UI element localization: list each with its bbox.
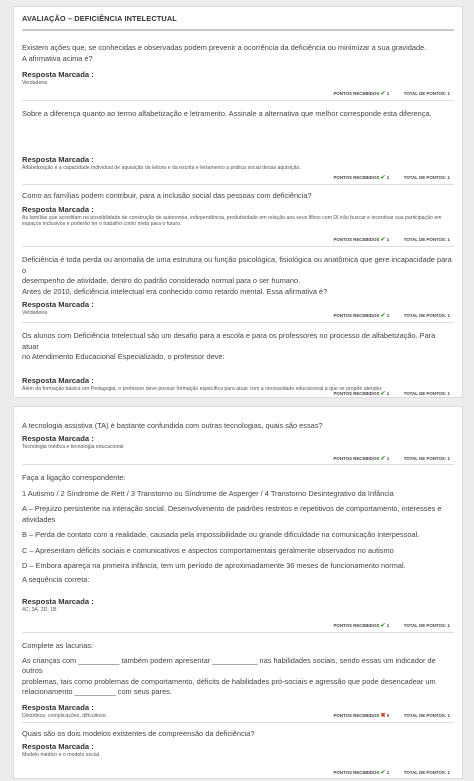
question-item — [22, 723, 454, 778]
check-icon: ✔ — [380, 391, 386, 397]
points-value: 1 — [386, 91, 390, 96]
total-points: TOTAL DE PONTOS: 1 — [403, 713, 450, 718]
answer-value: Verdadeira — [22, 310, 48, 316]
points-label: PONTOS RECEBIDOS — [333, 237, 380, 242]
answer-label: Resposta Marcada : — [22, 741, 94, 751]
score-row — [334, 236, 451, 243]
score-row — [334, 455, 451, 462]
answer-label: Resposta Marcada : — [22, 154, 94, 164]
question-text: Os alunos com Deficiência Intelectual são um desafio para a escola e para os professores no processo de alfabetização. Para atuar no Atendimento Educacional Especializado, o professor deve: — [22, 331, 436, 361]
total-points: TOTAL DE PONTOS: 1 — [403, 456, 450, 461]
total-points: TOTAL DE PONTOS: 1 — [403, 623, 450, 628]
points-value: 1 — [386, 175, 390, 180]
answer-label: Resposta Marcada : — [22, 300, 94, 309]
check-icon: ✔ — [380, 175, 386, 181]
points-value: 0 — [386, 713, 390, 718]
answer-label: Resposta Marcada : — [22, 433, 94, 443]
question-text: Sobre a diferença quanto ao termo alfabetização e letramento. Assinale a alternativa que melhor corresponde esta diferença. — [22, 109, 432, 118]
points-value: 1 — [386, 623, 390, 628]
points-value: 1 — [386, 770, 390, 775]
question-item — [22, 185, 454, 247]
check-icon: ✔ — [380, 313, 386, 319]
answer-label: Resposta Marcada : — [22, 70, 94, 79]
points-label: PONTOS RECEBIDOS — [333, 623, 380, 628]
score-row — [334, 390, 451, 397]
score-row — [334, 312, 451, 319]
score-row — [334, 622, 451, 629]
points-label: PONTOS RECEBIDOS — [333, 391, 380, 396]
total-points: TOTAL DE PONTOS: 1 — [403, 313, 450, 318]
total-points: TOTAL DE PONTOS: 1 — [403, 391, 450, 396]
score-row — [334, 712, 451, 719]
total-points: TOTAL DE PONTOS: 1 — [403, 175, 450, 180]
answer-label: Resposta Marcada : — [22, 375, 94, 385]
question-text: Existem ações que, se conhecidas e observadas podem prevenir a ocorrência da deficiência ou minimizar a sua gravidade. A afirmativa acima é? — [22, 43, 427, 63]
check-icon: ✔ — [380, 237, 386, 243]
question-text: A tecnologia assistiva (TA) é bastante confundida com outras tecnologias, quais são essas? — [22, 421, 323, 430]
points-value: 1 — [386, 313, 390, 318]
answer-value: Distúrbios, complicações, difícultoso. — [22, 712, 108, 719]
answer-label: Resposta Marcada : — [22, 597, 94, 606]
answer-value: Modelo médico e o modelo social. — [22, 751, 101, 758]
points-value: 1 — [386, 391, 390, 396]
question-item — [22, 247, 454, 323]
score-row — [334, 769, 451, 776]
points-label: PONTOS RECEBIDOS — [333, 313, 380, 318]
total-points: TOTAL DE PONTOS: 1 — [403, 91, 450, 96]
points-label: PONTOS RECEBIDOS — [333, 91, 380, 96]
question-text: Como as famílias podem contribuir, para a inclusão social das pessoas com deficiência? — [22, 191, 312, 200]
points-label: PONTOS RECEBIDOS — [333, 713, 380, 718]
cross-icon: ✖ — [380, 713, 386, 719]
check-icon: ✔ — [380, 456, 386, 462]
score-row — [334, 90, 451, 97]
answer-label: Resposta Marcada : — [22, 702, 94, 712]
question-item — [22, 101, 454, 185]
points-label: PONTOS RECEBIDOS — [333, 456, 380, 461]
check-icon: ✔ — [380, 91, 386, 97]
answer-value: Tecnologia médica e tecnologia educacional — [22, 443, 124, 450]
points-value: 1 — [386, 237, 390, 242]
question-text: Complete as lacunas: As crianças com __________ também podem apresentar ___________ nas habilidades sociais, sendo essas um indicador de outros problemas, tais como problemas de comportamento, déficits de habilidades pró-sociais e agressão que pode desencadear um relacionamento __________ com seus pares. — [22, 641, 436, 696]
points-label: PONTOS RECEBIDOS — [333, 175, 380, 180]
question-item — [22, 407, 454, 465]
assessment-panel-top — [13, 6, 463, 398]
answer-value: 4C, 3A, 2D, 1B — [22, 607, 57, 613]
question-item — [22, 465, 454, 633]
score-row — [334, 174, 451, 181]
answer-value: Além da formação básica em Pedagogia, o professor deve possuir formação específica para atuar com a necessidade educacional a que se propõe atender. — [22, 385, 383, 392]
check-icon: ✔ — [380, 623, 386, 629]
question-item — [22, 323, 454, 401]
question-item — [22, 633, 454, 723]
question-text: Deficiência é toda perda ou anomalia de uma estrutura ou função psicológica, fisiológica ou anatômica que gere incapacidade para o desempenho de atividade, dentro do padrão considerado normal para o ser humano. Antes de 2010, deficiência intelectual era conhecido como retardo mental. Essa afirmativa é? — [22, 255, 452, 296]
answer-value: Alfabetização é a capacidade individual de aquisição da leitura e da escrita e letramento a prática social dessa aquisição. — [22, 164, 301, 171]
answer-value: Verdadeira — [22, 80, 48, 86]
question-text: Quais são os dois modelos existentes de compreensão da deficiência? — [22, 729, 255, 738]
check-icon: ✔ — [380, 770, 386, 776]
points-label: PONTOS RECEBIDOS — [333, 770, 380, 775]
total-points: TOTAL DE PONTOS: 1 — [403, 770, 450, 775]
question-item — [22, 35, 454, 101]
answer-label: Resposta Marcada : — [22, 204, 94, 214]
answer-value: As famílias que acreditam na possibilidade de construção de autonomia, independência, produtividade em relação aos seus filhos com DI irão buscar e incentivar sua participação em espaços inclusivos e poderão ter o trabalho como meta para o futuro. — [22, 214, 442, 228]
total-points: TOTAL DE PONTOS: 1 — [403, 237, 450, 242]
page-title: AVALIAÇÃO – DEFICIÊNCIA INTELECTUAL — [22, 7, 454, 31]
question-text: Faça a ligação correspondente: 1 Autismo / 2 Síndrome de Rett / 3 Transtorno ou Síndrome de Asperger / 4 Transtorno Desintegrativo da Infância A – Prejuízo persistente na interação social. Desenvolvimento de padrões restritos e repetitivos de comportamento, interesses e atividades B – Perda de contato com a realidade, causada pela impossibilidade ou grande dificuldade na comunicação interpessoal. C – Apresentam déficits sociais e comunicativos e aspectos comportamentais geralmente observados no autismo D – Embora apareça na primeira infância, tem um período de aproximadamente 36 meses de funcionamento normal. A sequência correta: — [22, 473, 442, 584]
assessment-panel-bottom — [13, 406, 463, 779]
points-value: 1 — [386, 456, 390, 461]
